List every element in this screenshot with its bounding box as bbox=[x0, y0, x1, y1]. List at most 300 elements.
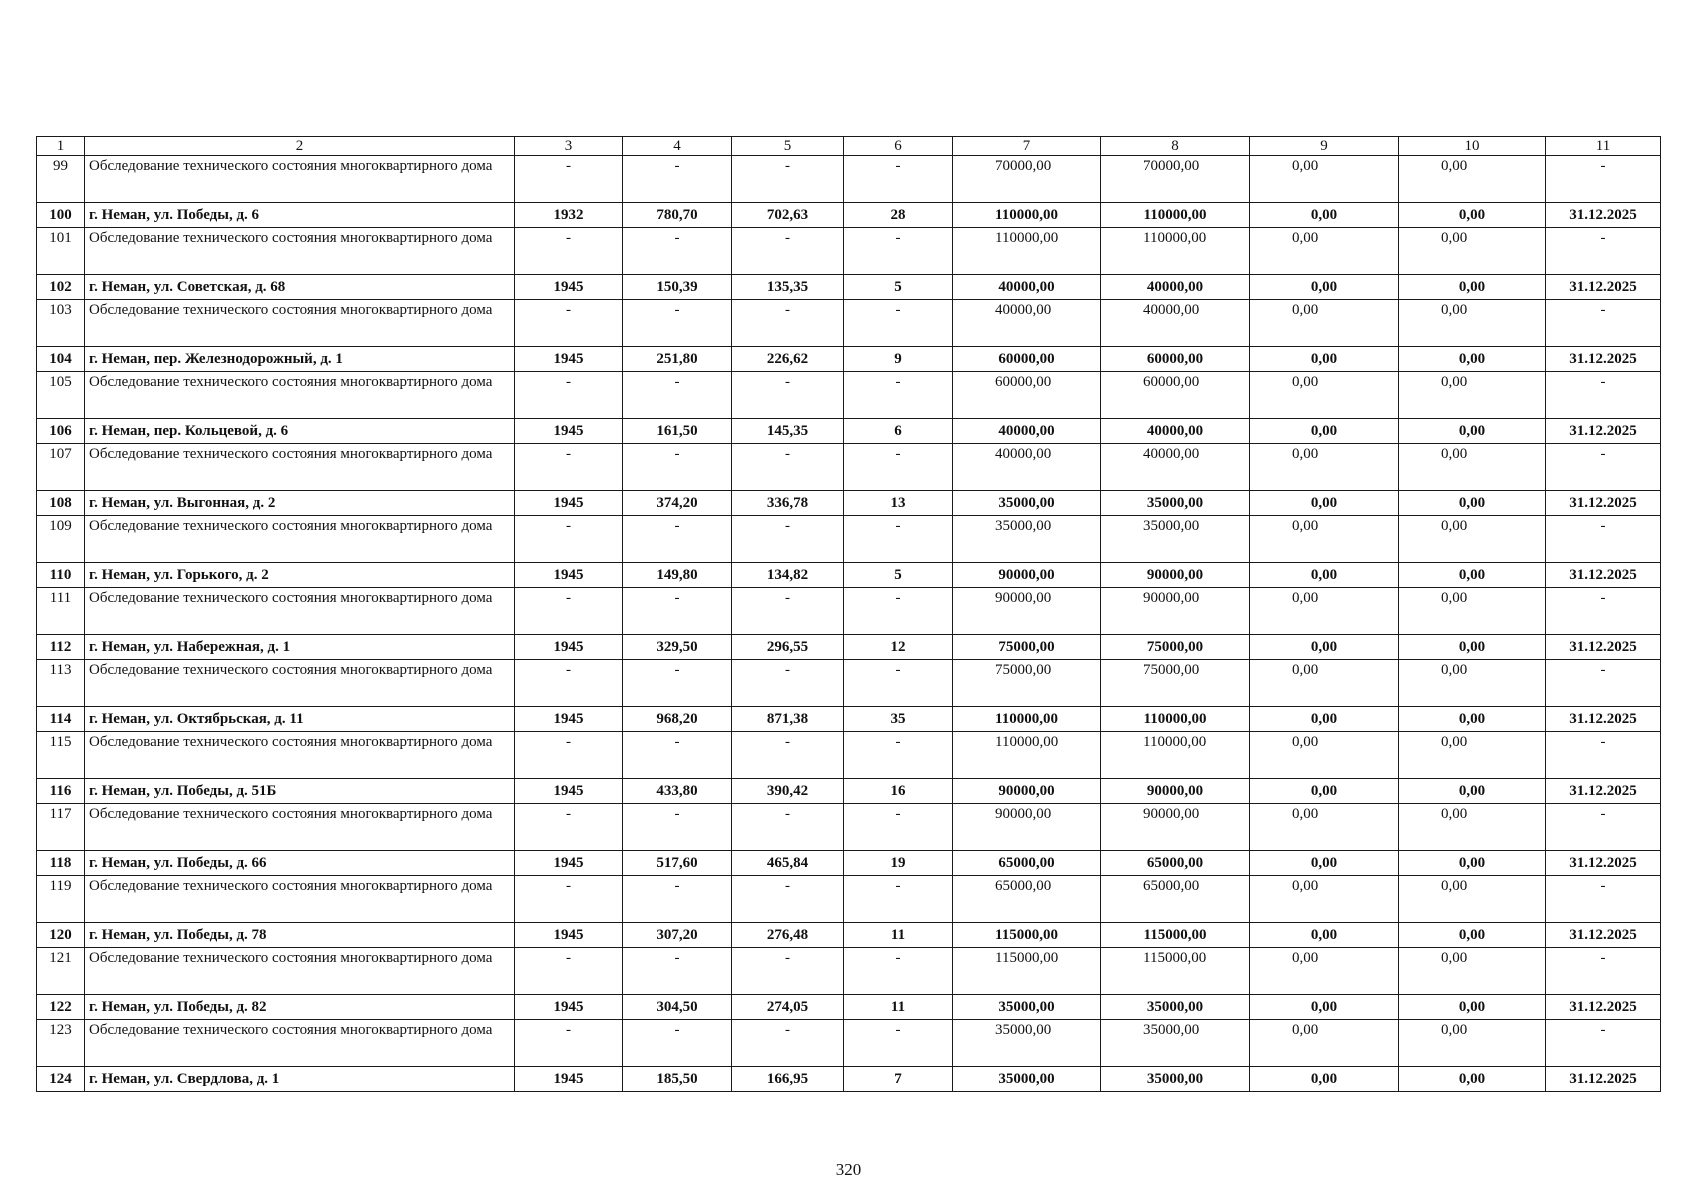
building-row bbox=[37, 707, 1661, 732]
table-cell: г. Неман, ул. Победы, д. 66 bbox=[85, 851, 515, 876]
table-cell: 145,35 bbox=[732, 419, 844, 444]
table-cell: 103 bbox=[37, 300, 85, 347]
table-cell: - bbox=[623, 588, 732, 635]
table-cell: 0,00 bbox=[1399, 300, 1546, 347]
column-number-cell: 9 bbox=[1250, 137, 1399, 156]
table-cell: - bbox=[1546, 588, 1661, 635]
table-cell: - bbox=[844, 300, 953, 347]
building-row bbox=[37, 923, 1661, 948]
table-cell: - bbox=[623, 660, 732, 707]
table-cell: - bbox=[732, 588, 844, 635]
table-cell: 110 bbox=[37, 563, 85, 588]
table-cell: 75000,00 bbox=[953, 660, 1101, 707]
table-cell: 0,00 bbox=[1399, 563, 1546, 588]
table-cell: 0,00 bbox=[1399, 779, 1546, 804]
table-cell: Обследование технического состояния многоквартирного дома bbox=[85, 372, 515, 419]
table-cell: 1945 bbox=[515, 491, 623, 516]
table-cell: 90000,00 bbox=[953, 779, 1101, 804]
table-cell: г. Неман, пер. Железнодорожный, д. 1 bbox=[85, 347, 515, 372]
building-row bbox=[37, 779, 1661, 804]
table-cell: - bbox=[515, 948, 623, 995]
table-cell: 60000,00 bbox=[953, 372, 1101, 419]
table-cell: 113 bbox=[37, 660, 85, 707]
table-cell: 124 bbox=[37, 1067, 85, 1092]
table-cell: 0,00 bbox=[1399, 588, 1546, 635]
building-row bbox=[37, 419, 1661, 444]
table-cell: 0,00 bbox=[1399, 419, 1546, 444]
table-cell: - bbox=[732, 228, 844, 275]
table-cell: 90000,00 bbox=[1101, 588, 1250, 635]
table-cell: - bbox=[844, 228, 953, 275]
table-cell: - bbox=[515, 732, 623, 779]
table-cell: 0,00 bbox=[1250, 419, 1399, 444]
table-cell: 109 bbox=[37, 516, 85, 563]
table-cell: - bbox=[732, 444, 844, 491]
page-number: 320 bbox=[835, 1160, 862, 1179]
table-cell: 112 bbox=[37, 635, 85, 660]
table-cell: 0,00 bbox=[1250, 347, 1399, 372]
table-cell: 117 bbox=[37, 804, 85, 851]
table-cell: г. Неман, ул. Победы, д. 6 bbox=[85, 203, 515, 228]
table-cell: 1945 bbox=[515, 1067, 623, 1092]
table-cell: - bbox=[844, 588, 953, 635]
table-cell: 0,00 bbox=[1399, 1067, 1546, 1092]
table-cell: 0,00 bbox=[1250, 732, 1399, 779]
table-cell: 1945 bbox=[515, 347, 623, 372]
table-cell: Обследование технического состояния многоквартирного дома bbox=[85, 156, 515, 203]
table-cell: 0,00 bbox=[1250, 948, 1399, 995]
table-cell: - bbox=[515, 228, 623, 275]
work-item-row bbox=[37, 588, 1661, 635]
table-cell: 90000,00 bbox=[953, 804, 1101, 851]
column-number-cell: 8 bbox=[1101, 137, 1250, 156]
table-cell: - bbox=[732, 1020, 844, 1067]
table-cell: 0,00 bbox=[1399, 732, 1546, 779]
table-cell: - bbox=[515, 876, 623, 923]
work-item-row bbox=[37, 228, 1661, 275]
table-cell: - bbox=[515, 372, 623, 419]
table-cell: - bbox=[1546, 300, 1661, 347]
table-cell: Обследование технического состояния многоквартирного дома bbox=[85, 876, 515, 923]
table-cell: 0,00 bbox=[1250, 300, 1399, 347]
table-cell: 65000,00 bbox=[1101, 876, 1250, 923]
table-cell: 90000,00 bbox=[953, 588, 1101, 635]
table-cell: 60000,00 bbox=[953, 347, 1101, 372]
table-cell: г. Неман, ул. Победы, д. 78 bbox=[85, 923, 515, 948]
column-number-cell: 2 bbox=[85, 137, 515, 156]
table-cell: 75000,00 bbox=[1101, 660, 1250, 707]
table-cell: 0,00 bbox=[1399, 995, 1546, 1020]
table-cell: - bbox=[623, 372, 732, 419]
table-cell: 115000,00 bbox=[953, 923, 1101, 948]
table-cell: 28 bbox=[844, 203, 953, 228]
table-cell: 31.12.2025 bbox=[1546, 995, 1661, 1020]
building-row bbox=[37, 635, 1661, 660]
table-cell: г. Неман, ул. Советская, д. 68 bbox=[85, 275, 515, 300]
table-cell: 35000,00 bbox=[953, 516, 1101, 563]
table-cell: Обследование технического состояния многоквартирного дома bbox=[85, 588, 515, 635]
table-cell: 31.12.2025 bbox=[1546, 1067, 1661, 1092]
table-cell: - bbox=[844, 516, 953, 563]
table-cell: 251,80 bbox=[623, 347, 732, 372]
work-item-row bbox=[37, 948, 1661, 995]
table-cell: 11 bbox=[844, 995, 953, 1020]
table-cell: - bbox=[732, 156, 844, 203]
table-cell: 9 bbox=[844, 347, 953, 372]
work-item-row bbox=[37, 732, 1661, 779]
table-cell: - bbox=[1546, 804, 1661, 851]
table-cell: 329,50 bbox=[623, 635, 732, 660]
table-cell: - bbox=[732, 876, 844, 923]
table-cell: - bbox=[732, 516, 844, 563]
table-cell: - bbox=[732, 948, 844, 995]
table-cell: 0,00 bbox=[1399, 851, 1546, 876]
table-cell: - bbox=[515, 660, 623, 707]
work-item-row bbox=[37, 1020, 1661, 1067]
table-cell: 110000,00 bbox=[953, 732, 1101, 779]
table-cell: 517,60 bbox=[623, 851, 732, 876]
table-cell: г. Неман, ул. Выгонная, д. 2 bbox=[85, 491, 515, 516]
table-cell: 0,00 bbox=[1250, 1067, 1399, 1092]
building-row bbox=[37, 203, 1661, 228]
work-item-row bbox=[37, 156, 1661, 203]
table-cell: 0,00 bbox=[1250, 491, 1399, 516]
table-cell: 115000,00 bbox=[1101, 948, 1250, 995]
table-cell: 702,63 bbox=[732, 203, 844, 228]
table-cell: 31.12.2025 bbox=[1546, 707, 1661, 732]
table-cell: 90000,00 bbox=[1101, 779, 1250, 804]
table-cell: 1945 bbox=[515, 563, 623, 588]
table-cell: - bbox=[515, 444, 623, 491]
table-cell: 40000,00 bbox=[953, 419, 1101, 444]
table-cell: 100 bbox=[37, 203, 85, 228]
table-cell: 115 bbox=[37, 732, 85, 779]
table-cell: - bbox=[623, 300, 732, 347]
table-cell: 0,00 bbox=[1250, 444, 1399, 491]
table-cell: 60000,00 bbox=[1101, 372, 1250, 419]
work-item-row bbox=[37, 804, 1661, 851]
table-cell: - bbox=[515, 516, 623, 563]
table-cell: 31.12.2025 bbox=[1546, 635, 1661, 660]
table-cell: 65000,00 bbox=[953, 851, 1101, 876]
table-cell: г. Неман, ул. Свердлова, д. 1 bbox=[85, 1067, 515, 1092]
table-cell: 465,84 bbox=[732, 851, 844, 876]
table-cell: 40000,00 bbox=[1101, 275, 1250, 300]
table-cell: 871,38 bbox=[732, 707, 844, 732]
table-cell: 123 bbox=[37, 1020, 85, 1067]
column-number-cell: 4 bbox=[623, 137, 732, 156]
table-cell: 0,00 bbox=[1399, 372, 1546, 419]
building-row bbox=[37, 851, 1661, 876]
table-cell: - bbox=[1546, 228, 1661, 275]
table-cell: 90000,00 bbox=[1101, 804, 1250, 851]
table-cell: 1945 bbox=[515, 707, 623, 732]
table-cell: - bbox=[1546, 444, 1661, 491]
table-cell: - bbox=[732, 372, 844, 419]
building-row bbox=[37, 563, 1661, 588]
table-cell: 0,00 bbox=[1250, 804, 1399, 851]
table-cell: 0,00 bbox=[1250, 516, 1399, 563]
table-cell: 5 bbox=[844, 563, 953, 588]
table-cell: 118 bbox=[37, 851, 85, 876]
table-cell: 1945 bbox=[515, 779, 623, 804]
table-cell: - bbox=[515, 804, 623, 851]
table-cell: 35000,00 bbox=[953, 1067, 1101, 1092]
table-cell: 115000,00 bbox=[953, 948, 1101, 995]
table-cell: 185,50 bbox=[623, 1067, 732, 1092]
table-cell: - bbox=[732, 732, 844, 779]
table-cell: 65000,00 bbox=[1101, 851, 1250, 876]
column-number-cell: 11 bbox=[1546, 137, 1661, 156]
table-cell: - bbox=[844, 156, 953, 203]
column-number-cell: 7 bbox=[953, 137, 1101, 156]
table-cell: - bbox=[1546, 948, 1661, 995]
table-cell: 0,00 bbox=[1250, 923, 1399, 948]
column-number-cell: 6 bbox=[844, 137, 953, 156]
table-cell: 968,20 bbox=[623, 707, 732, 732]
table-cell: 90000,00 bbox=[1101, 563, 1250, 588]
table-cell: 101 bbox=[37, 228, 85, 275]
table-cell: 0,00 bbox=[1399, 660, 1546, 707]
table-cell: 0,00 bbox=[1250, 372, 1399, 419]
column-number-row bbox=[37, 137, 1661, 156]
table-cell: 13 bbox=[844, 491, 953, 516]
table-cell: 99 bbox=[37, 156, 85, 203]
column-number-cell: 10 bbox=[1399, 137, 1546, 156]
table-cell: 110000,00 bbox=[953, 228, 1101, 275]
table-cell: 115000,00 bbox=[1101, 923, 1250, 948]
column-number-cell: 5 bbox=[732, 137, 844, 156]
table-cell: Обследование технического состояния многоквартирного дома bbox=[85, 1020, 515, 1067]
table-cell: 0,00 bbox=[1399, 347, 1546, 372]
table-cell: 31.12.2025 bbox=[1546, 275, 1661, 300]
table-cell: - bbox=[623, 876, 732, 923]
table-cell: 0,00 bbox=[1250, 995, 1399, 1020]
table-cell: 1945 bbox=[515, 419, 623, 444]
table-cell: - bbox=[515, 300, 623, 347]
table-cell: 116 bbox=[37, 779, 85, 804]
table-cell: Обследование технического состояния многоквартирного дома bbox=[85, 804, 515, 851]
table-cell: Обследование технического состояния многоквартирного дома bbox=[85, 516, 515, 563]
table-cell: 31.12.2025 bbox=[1546, 563, 1661, 588]
table-cell: 307,20 bbox=[623, 923, 732, 948]
column-number-cell: 3 bbox=[515, 137, 623, 156]
table-cell: 40000,00 bbox=[1101, 300, 1250, 347]
table-cell: 31.12.2025 bbox=[1546, 923, 1661, 948]
table-cell: 107 bbox=[37, 444, 85, 491]
table-cell: - bbox=[844, 444, 953, 491]
table-cell: - bbox=[844, 804, 953, 851]
building-row bbox=[37, 275, 1661, 300]
table-cell: 0,00 bbox=[1250, 203, 1399, 228]
table-cell: 31.12.2025 bbox=[1546, 203, 1661, 228]
work-item-row bbox=[37, 444, 1661, 491]
table-cell: 166,95 bbox=[732, 1067, 844, 1092]
table-cell: 5 bbox=[844, 275, 953, 300]
table-cell: 0,00 bbox=[1399, 804, 1546, 851]
table-cell: Обследование технического состояния многоквартирного дома bbox=[85, 948, 515, 995]
table-cell: 0,00 bbox=[1399, 516, 1546, 563]
table-cell: 134,82 bbox=[732, 563, 844, 588]
table-cell: 0,00 bbox=[1399, 491, 1546, 516]
table-cell: - bbox=[1546, 660, 1661, 707]
table-cell: 0,00 bbox=[1250, 635, 1399, 660]
table-cell: 1945 bbox=[515, 995, 623, 1020]
repair-program-table bbox=[36, 136, 1661, 1092]
table-cell: 0,00 bbox=[1399, 228, 1546, 275]
table-cell: 40000,00 bbox=[953, 300, 1101, 347]
table-cell: - bbox=[1546, 1020, 1661, 1067]
table-cell: 110000,00 bbox=[1101, 203, 1250, 228]
table-cell: - bbox=[515, 1020, 623, 1067]
table-cell: - bbox=[623, 1020, 732, 1067]
table-cell: 1945 bbox=[515, 275, 623, 300]
table-cell: 0,00 bbox=[1250, 563, 1399, 588]
building-row bbox=[37, 491, 1661, 516]
table-cell: 0,00 bbox=[1250, 660, 1399, 707]
table-cell: - bbox=[844, 660, 953, 707]
table-cell: 12 bbox=[844, 635, 953, 660]
table-cell: 0,00 bbox=[1399, 275, 1546, 300]
table-cell: 296,55 bbox=[732, 635, 844, 660]
work-item-row bbox=[37, 516, 1661, 563]
table-cell: - bbox=[732, 660, 844, 707]
table-cell: 0,00 bbox=[1250, 228, 1399, 275]
table-cell: 0,00 bbox=[1399, 1020, 1546, 1067]
table-cell: 31.12.2025 bbox=[1546, 347, 1661, 372]
table-cell: г. Неман, ул. Победы, д. 51Б bbox=[85, 779, 515, 804]
table-cell: - bbox=[844, 732, 953, 779]
table-cell: 35000,00 bbox=[953, 1020, 1101, 1067]
table-cell: - bbox=[623, 444, 732, 491]
table-cell: 149,80 bbox=[623, 563, 732, 588]
table-cell: 110000,00 bbox=[1101, 228, 1250, 275]
table-cell: 31.12.2025 bbox=[1546, 419, 1661, 444]
building-row bbox=[37, 1067, 1661, 1092]
table-cell: - bbox=[1546, 876, 1661, 923]
table-cell: 0,00 bbox=[1399, 203, 1546, 228]
column-number-cell: 1 bbox=[37, 137, 85, 156]
table-cell: 35 bbox=[844, 707, 953, 732]
table-cell: 111 bbox=[37, 588, 85, 635]
work-item-row bbox=[37, 300, 1661, 347]
table-cell: - bbox=[623, 228, 732, 275]
table-cell: 0,00 bbox=[1250, 876, 1399, 923]
table-cell: 110000,00 bbox=[1101, 732, 1250, 779]
table-cell: 274,05 bbox=[732, 995, 844, 1020]
work-item-row bbox=[37, 660, 1661, 707]
table-cell: 0,00 bbox=[1250, 1020, 1399, 1067]
table-cell: 110000,00 bbox=[1101, 707, 1250, 732]
table-cell: Обследование технического состояния многоквартирного дома bbox=[85, 300, 515, 347]
table-cell: 135,35 bbox=[732, 275, 844, 300]
table-cell: 390,42 bbox=[732, 779, 844, 804]
table-cell: 120 bbox=[37, 923, 85, 948]
table-cell: - bbox=[623, 948, 732, 995]
table-cell: 1932 bbox=[515, 203, 623, 228]
table-cell: 276,48 bbox=[732, 923, 844, 948]
table-cell: - bbox=[844, 1020, 953, 1067]
table-cell: Обследование технического состояния многоквартирного дома bbox=[85, 660, 515, 707]
table-cell: 0,00 bbox=[1250, 779, 1399, 804]
table-cell: - bbox=[623, 732, 732, 779]
table-cell: Обследование технического состояния многоквартирного дома bbox=[85, 228, 515, 275]
table-cell: 114 bbox=[37, 707, 85, 732]
table-cell: 1945 bbox=[515, 851, 623, 876]
table-cell: 102 bbox=[37, 275, 85, 300]
table-cell: 35000,00 bbox=[1101, 1067, 1250, 1092]
table-cell: 16 bbox=[844, 779, 953, 804]
table-cell: 1945 bbox=[515, 923, 623, 948]
table-cell: 35000,00 bbox=[1101, 516, 1250, 563]
work-item-row bbox=[37, 876, 1661, 923]
table-cell: г. Неман, ул. Набережная, д. 1 bbox=[85, 635, 515, 660]
document-page bbox=[36, 136, 1660, 1136]
table-cell: 0,00 bbox=[1399, 948, 1546, 995]
table-cell: - bbox=[515, 588, 623, 635]
table-cell: 1945 bbox=[515, 635, 623, 660]
table-cell: 150,39 bbox=[623, 275, 732, 300]
table-cell: 122 bbox=[37, 995, 85, 1020]
table-cell: г. Неман, ул. Горького, д. 2 bbox=[85, 563, 515, 588]
table-cell: 11 bbox=[844, 923, 953, 948]
table-cell: - bbox=[844, 876, 953, 923]
table-cell: 780,70 bbox=[623, 203, 732, 228]
table-cell: 31.12.2025 bbox=[1546, 491, 1661, 516]
table-cell: 35000,00 bbox=[953, 491, 1101, 516]
table-cell: 106 bbox=[37, 419, 85, 444]
table-cell: 40000,00 bbox=[953, 275, 1101, 300]
table-cell: 60000,00 bbox=[1101, 347, 1250, 372]
table-cell: - bbox=[623, 804, 732, 851]
table-cell: 6 bbox=[844, 419, 953, 444]
table-cell: 40000,00 bbox=[953, 444, 1101, 491]
table-cell: 110000,00 bbox=[953, 203, 1101, 228]
table-cell: 0,00 bbox=[1250, 851, 1399, 876]
table-cell: 31.12.2025 bbox=[1546, 851, 1661, 876]
table-cell: 35000,00 bbox=[1101, 491, 1250, 516]
table-cell: 119 bbox=[37, 876, 85, 923]
table-cell: 374,20 bbox=[623, 491, 732, 516]
table-cell: 31.12.2025 bbox=[1546, 779, 1661, 804]
table-cell: 70000,00 bbox=[953, 156, 1101, 203]
table-cell: 108 bbox=[37, 491, 85, 516]
table-cell: - bbox=[1546, 156, 1661, 203]
table-cell: 0,00 bbox=[1399, 444, 1546, 491]
table-cell: 19 bbox=[844, 851, 953, 876]
table-cell: 0,00 bbox=[1399, 156, 1546, 203]
table-cell: - bbox=[1546, 732, 1661, 779]
table-cell: 433,80 bbox=[623, 779, 732, 804]
table-cell: 35000,00 bbox=[953, 995, 1101, 1020]
table-cell: 0,00 bbox=[1250, 588, 1399, 635]
table-cell: 0,00 bbox=[1399, 923, 1546, 948]
table-cell: 105 bbox=[37, 372, 85, 419]
table-cell: г. Неман, пер. Кольцевой, д. 6 bbox=[85, 419, 515, 444]
table-cell: 65000,00 bbox=[953, 876, 1101, 923]
table-cell: - bbox=[515, 156, 623, 203]
table-cell: 304,50 bbox=[623, 995, 732, 1020]
table-cell: 0,00 bbox=[1250, 156, 1399, 203]
table-cell: - bbox=[844, 372, 953, 419]
table-cell: 0,00 bbox=[1399, 876, 1546, 923]
table-cell: 40000,00 bbox=[1101, 419, 1250, 444]
table-cell: г. Неман, ул. Победы, д. 82 bbox=[85, 995, 515, 1020]
table-cell: 226,62 bbox=[732, 347, 844, 372]
table-cell: Обследование технического состояния многоквартирного дома bbox=[85, 732, 515, 779]
table-cell: 104 bbox=[37, 347, 85, 372]
table-cell: 75000,00 bbox=[1101, 635, 1250, 660]
